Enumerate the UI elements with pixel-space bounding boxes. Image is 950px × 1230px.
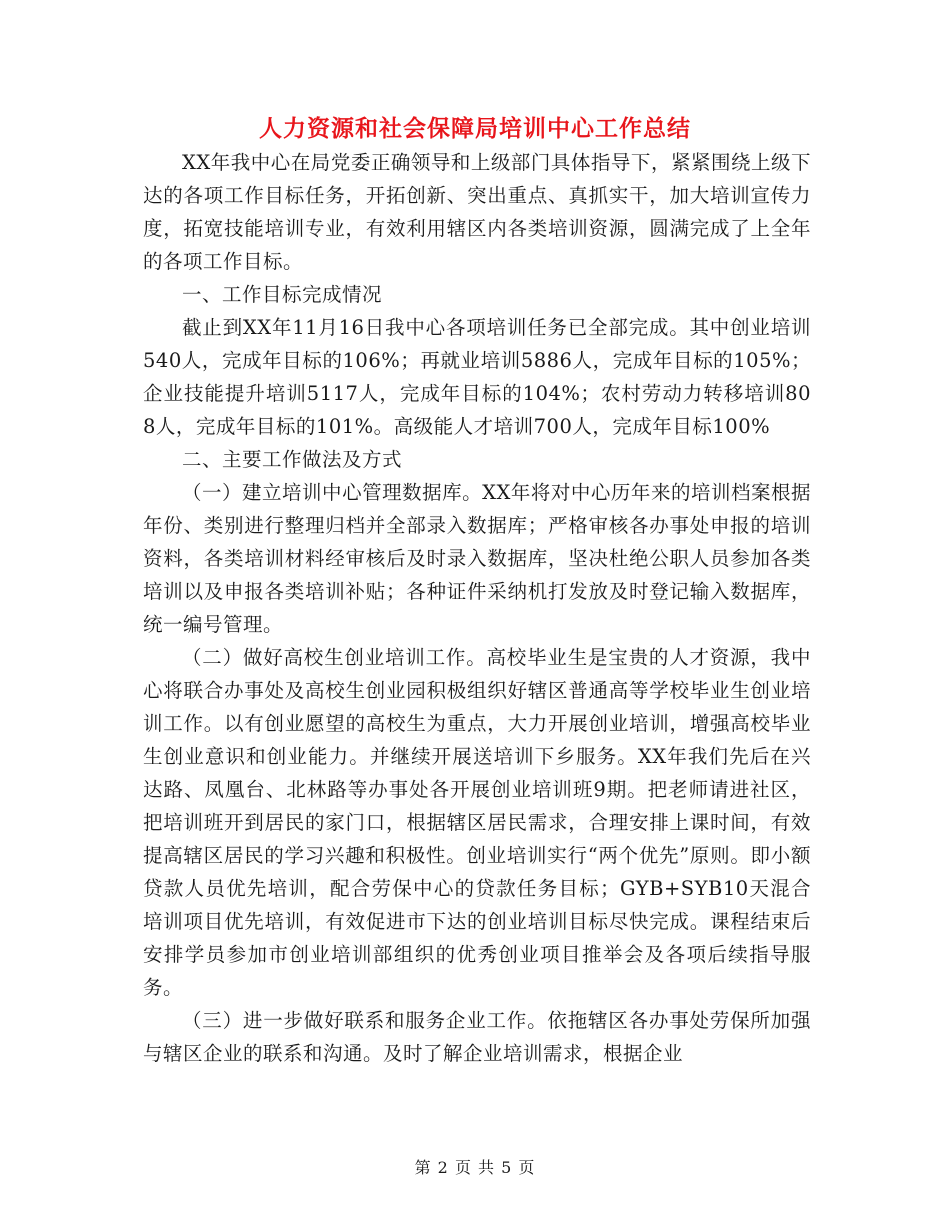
paragraph-database: （一）建立培训中心管理数据库。XX年将对中心历年来的培训档案根据年份、类别进行整理归档并全部录入数据库；严格审核各办事处申报的培训资料，各类培训材料经审核后及时录入数据库，坚决杜绝公职人员参加各类培训以及申报各类培训补贴；各种证件采纳机打发放及时登记输入数据库，统一编号管理。 <box>143 481 811 636</box>
paragraph-targets: 截止到XX年11月16日我中心各项培训任务已全部完成。其中创业培训540人，完成年目标的106%；再就业培训5886人，完成年目标的105%；企业技能提升培训5117人，完成年目标的104%；农村劳动力转移培训808人，完成年目标的101%。高级能人才培训700人，完成年目标100% <box>143 316 811 438</box>
section-heading-2: 二、主要工作做法及方式 <box>182 448 403 471</box>
paragraph-enterprise: （三）进一步做好联系和服务企业工作。依拖辖区各办事处劳保所加强与辖区企业的联系和沟通。及时了解企业培训需求，根据企业 <box>143 1009 811 1065</box>
paragraph-intro: XX年我中心在局党委正确领导和上级部门具体指导下，紧紧围绕上级下达的各项工作目标任务，开拓创新、突出重点、真抓实干，加大培训宣传力度，拓宽技能培训专业，有效利用辖区内各类培训资源，圆满完成了上全年的各项工作目标。 <box>143 151 811 273</box>
document-body <box>143 146 811 1070</box>
page-number-footer: 第 2 页 共 5 页 <box>414 1158 536 1177</box>
paragraph-graduates: （二）做好高校生创业培训工作。高校毕业生是宝贵的人才资源，我中心将联合办事处及高校生创业园积极组织好辖区普通高等学校毕业生创业培训工作。以有创业愿望的高校生为重点，大力开展创业培训，增强高校毕业生创业意识和创业能力。并继续开展送培训下乡服务。XX年我们先后在兴达路、凤凰台、北林路等办事处各开展创业培训班9期。把老师请进社区，把培训班开到居民的家门口，根据辖区居民需求，合理安排上课时间，有效提高辖区居民的学习兴趣和积极性。创业培训实行“两个优先”原则。即小额贷款人员优先培训，配合劳保中心的贷款任务目标；GYB+SYB10天混合培训项目优先培训，有效促进市下达的创业培训目标尽快完成。课程结束后安排学员参加市创业培训部组织的优秀创业项目推举会及各项后续指导服务。 <box>143 646 811 999</box>
document-title: 人力资源和社会保障局培训中心工作总结 <box>259 115 691 142</box>
section-heading-1: 一、工作目标完成情况 <box>182 283 383 306</box>
